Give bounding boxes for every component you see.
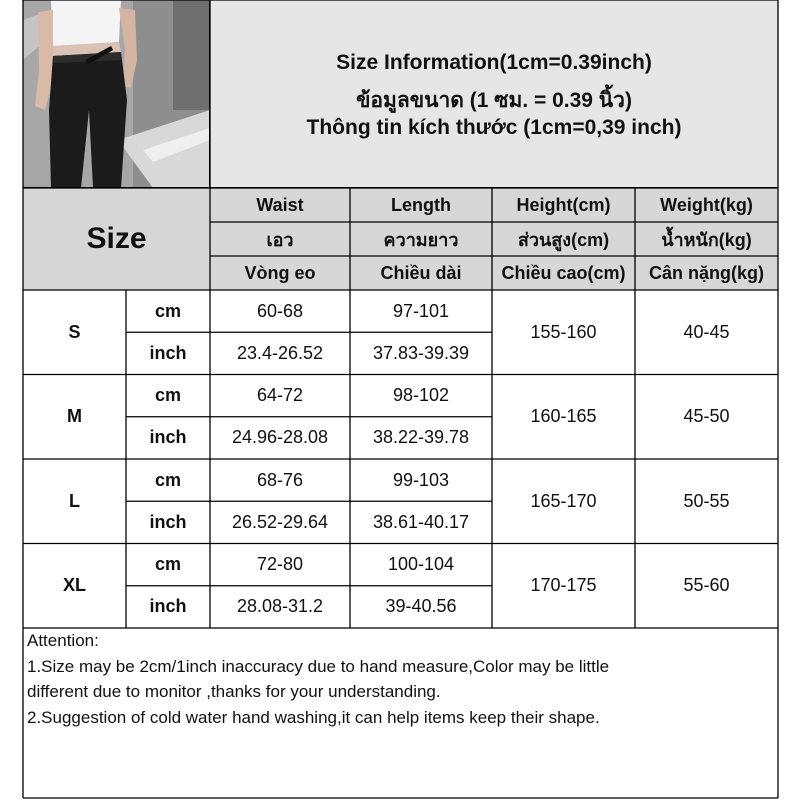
length-cm-value: 100-104 [387, 554, 455, 575]
column-header-en: Waist [256, 194, 304, 215]
waist-inch-value: 26.52-29.64 [231, 511, 329, 532]
height-value: 160-165 [530, 406, 597, 427]
length-cm-value: 99-103 [392, 469, 450, 490]
size-label: L [69, 490, 80, 511]
length-cm-value: 98-102 [392, 385, 450, 406]
column-header-vi: Chiều cao(cm) [501, 262, 626, 283]
unit-cm-label: cm [154, 554, 181, 575]
weight-value: 45-50 [683, 406, 730, 427]
unit-inch-label: inch [149, 511, 187, 532]
column-header-vi: Chiều dài [380, 262, 462, 283]
column-header-en: Height(cm) [516, 194, 611, 215]
title-vietnamese: Thông tin kích thước (1cm=0,39 inch) [306, 116, 682, 139]
column-header-vi: Vòng eo [244, 262, 316, 283]
title-thai: ข้อมูลขนาด (1 ซม. = 0.39 นิ้ว) [356, 89, 632, 112]
waist-inch-value: 24.96-28.08 [231, 427, 329, 448]
column-header-th: ความยาว [383, 229, 459, 250]
weight-value: 50-55 [683, 490, 730, 511]
size-label: M [67, 406, 82, 427]
unit-inch-label: inch [149, 342, 187, 363]
waist-inch-value: 23.4-26.52 [236, 342, 324, 363]
waist-cm-value: 68-76 [256, 469, 304, 490]
length-inch-value: 39-40.56 [385, 596, 457, 617]
size-label: S [68, 321, 81, 342]
length-inch-value: 37.83-39.39 [372, 342, 470, 363]
waist-cm-value: 72-80 [256, 554, 304, 575]
column-header-en: Weight(kg) [660, 194, 753, 215]
unit-cm-label: cm [154, 300, 181, 321]
size-label: XL [62, 575, 86, 596]
height-value: 155-160 [530, 321, 597, 342]
height-value: 165-170 [530, 490, 597, 511]
unit-cm-label: cm [154, 385, 181, 406]
waist-inch-value: 28.08-31.2 [236, 596, 324, 617]
column-header-en: Length [391, 194, 451, 215]
column-header-th: น้ำหนัก(kg) [661, 229, 752, 250]
title-english: Size Information(1cm=0.39inch) [336, 51, 652, 74]
height-value: 170-175 [530, 575, 597, 596]
unit-inch-label: inch [149, 427, 187, 448]
unit-inch-label: inch [149, 596, 187, 617]
note-line-1b: different due to monitor ,thanks for your understanding. [27, 682, 441, 701]
waist-cm-value: 60-68 [256, 300, 304, 321]
size-header-label: Size [86, 222, 147, 255]
weight-value: 55-60 [683, 575, 730, 596]
weight-value: 40-45 [683, 321, 730, 342]
attention-title: Attention: [27, 631, 99, 650]
unit-cm-label: cm [154, 469, 181, 490]
length-inch-value: 38.61-40.17 [372, 511, 470, 532]
note-line-1a: 1.Size may be 2cm/1inch inaccuracy due to hand measure,Color may be little [27, 657, 610, 676]
note-line-2: 2.Suggestion of cold water hand washing,it can help items keep their shape. [27, 708, 600, 727]
column-header-vi: Cân nặng(kg) [649, 262, 764, 283]
column-header-th: ส่วนสูง(cm) [517, 229, 610, 250]
length-cm-value: 97-101 [392, 300, 450, 321]
column-header-th: เอว [266, 229, 294, 250]
length-inch-value: 38.22-39.78 [372, 427, 470, 448]
waist-cm-value: 64-72 [256, 385, 304, 406]
